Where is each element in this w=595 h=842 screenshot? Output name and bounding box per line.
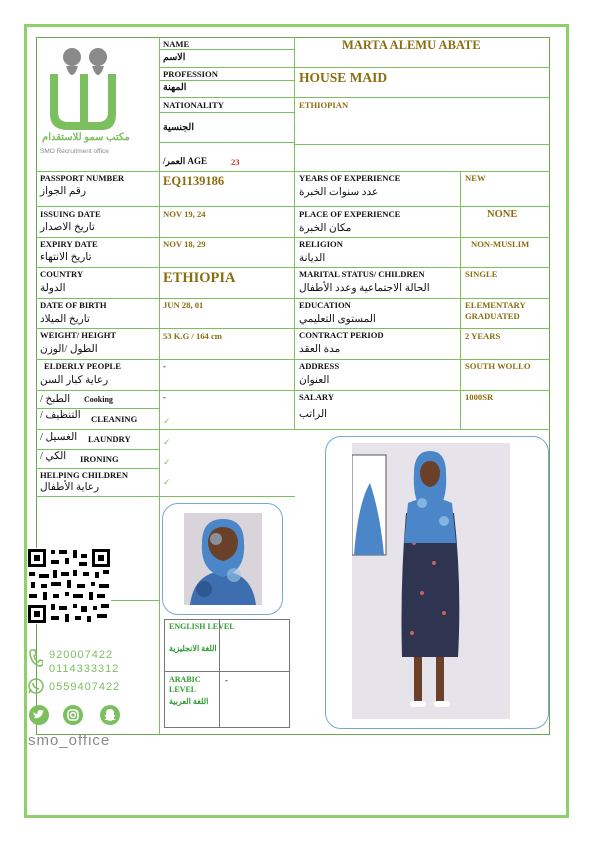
expiry-date-value: NOV 18, 29 [163,239,206,249]
cooking-label: Cooking [84,395,113,404]
phone-number-1[interactable]: 920007422 [49,649,114,661]
religion-value: NON-MUSLIM [471,239,530,249]
weight-height-value: 53 K.G / 164 cm [163,331,222,341]
marital-status-label: MARITAL STATUS/ CHILDREN [299,269,425,279]
expiry-date-label: EXPIRY DATE [40,239,98,249]
arabic-level-label: ARABIC LEVEL [169,675,201,694]
address-value: SOUTH WOLLO [465,361,531,371]
years-of-experience-label-ar: عدد سنوات الخبرة [299,187,379,198]
marital-status-value: SINGLE [465,269,498,279]
nationality-value: ETHIOPIAN [299,100,349,110]
passport-number-value: EQ1139186 [163,174,225,188]
education-label: EDUCATION [299,300,351,310]
name-label: NAME [163,39,190,49]
cleaning-check-icon: ✓ [163,416,171,426]
age-value: 23 [231,157,240,167]
logo-mark-icon [40,44,158,134]
elderly-people-label-ar: رعاية كبار السن [40,375,109,386]
contract-period-value: 2 YEARS [465,331,501,341]
logo-name-en: SMO Recruitment office [40,148,109,155]
date-of-birth-label-ar: تاريخ الميلاد [40,314,90,325]
portrait-photo [184,513,262,605]
cleaning-label: CLEANING [91,414,138,424]
snapchat-icon[interactable] [100,705,120,725]
contract-period-label: CONTRACT PERIOD [299,330,384,340]
helping-children-label-ar: رعاية الأطفال [40,482,100,493]
name-value: MARTA ALEMU ABATE [342,38,481,52]
expiry-date-label-ar: تاريخ الانتهاء [40,252,92,263]
address-label: ADDRESS [299,361,340,371]
english-level-label-ar: اللغة الانجليزية [169,644,217,653]
years-of-experience-label: YEARS OF EXPERIENCE [299,173,401,183]
qr-code-icon [27,548,111,624]
ironing-label-ar: الكي / [40,451,67,462]
cooking-label-ar: الطبخ / [40,394,71,405]
helping-children-check-icon: ✓ [163,477,171,487]
marital-status-label-ar: الحالة الاجتماعية وعدد الأطفال [299,283,430,294]
cooking-value: - [163,392,166,402]
religion-label-ar: الديانة [299,253,326,264]
logo [40,44,158,168]
years-of-experience-value: NEW [465,173,486,183]
profession-label-ar: المهنة [163,83,187,93]
country-value: ETHIOPIA [163,270,236,286]
salary-label-ar: الراتب [299,409,328,420]
ironing-label: IRONING [80,454,119,464]
education-label-ar: المستوى التعليمي [299,314,376,325]
full-body-photo [352,443,510,719]
phone-number-2[interactable]: 0114333312 [49,663,120,675]
arabic-level-label-ar: اللغة العربية [169,697,209,706]
profession-value: HOUSE MAID [299,70,388,85]
issuing-date-label: ISSUING DATE [40,209,101,219]
age-label: /العمر AGE [163,156,208,166]
phone-icon [29,649,43,672]
date-of-birth-value: JUN 28, 01 [163,300,204,310]
cleaning-label-ar: التنظيف / [40,410,81,421]
contract-period-label-ar: مدة العقد [299,344,341,355]
place-of-experience-label: PLACE OF EXPERIENCE [299,209,401,219]
issuing-date-value: NOV 19, 24 [163,209,206,219]
portrait-photo-frame [162,503,283,615]
twitter-icon[interactable] [29,705,49,725]
language-box [164,619,290,728]
salary-value: 1000SR [465,392,494,402]
whatsapp-number[interactable]: 0559407422 [49,681,121,693]
weight-height-label-ar: الطول /الوزن [40,344,98,355]
ironing-check-icon: ✓ [163,457,171,467]
full-body-photo-frame [325,436,549,729]
laundry-label: LAUNDRY [88,434,131,444]
passport-number-label-ar: رقم الجواز [40,186,87,197]
issuing-date-label-ar: تاريخ الاصدار [40,222,95,233]
date-of-birth-label: DATE OF BIRTH [40,300,107,310]
place-of-experience-value: NONE [487,209,518,220]
weight-height-label: WEIGHT/ HEIGHT [40,330,117,340]
arabic-level-value: - [225,675,228,685]
elderly-people-value: - [163,361,166,371]
logo-name-ar: مكتب سمو للاستقدام [42,132,130,143]
religion-label: RELIGION [299,239,343,249]
address-label-ar: العنوان [299,375,330,386]
laundry-label-ar: الغسيل / [40,432,78,443]
whatsapp-icon [28,678,44,699]
social-handle[interactable]: smo_office [28,732,111,749]
helping-children-label: HELPING CHILDREN [40,470,129,480]
laundry-check-icon: ✓ [163,437,171,447]
name-label-ar: الاسم [163,53,186,63]
profession-label: PROFESSION [163,69,218,79]
grid-line [294,37,295,429]
elderly-people-label: ELDERLY PEOPLE [44,361,121,371]
education-value: ELEMENTARY GRADUATED [465,300,526,321]
place-of-experience-label-ar: مكان الخبرة [299,223,352,234]
country-label: COUNTRY [40,269,84,279]
nationality-label: NATIONALITY [163,100,224,110]
nationality-label-ar: الجنسية [163,123,194,133]
passport-number-label: PASSPORT NUMBER [40,173,125,183]
instagram-icon[interactable] [63,705,83,725]
country-label-ar: الدولة [40,283,66,294]
english-level-label: ENGLISH LEVEL [169,622,235,631]
salary-label: SALARY [299,392,335,402]
